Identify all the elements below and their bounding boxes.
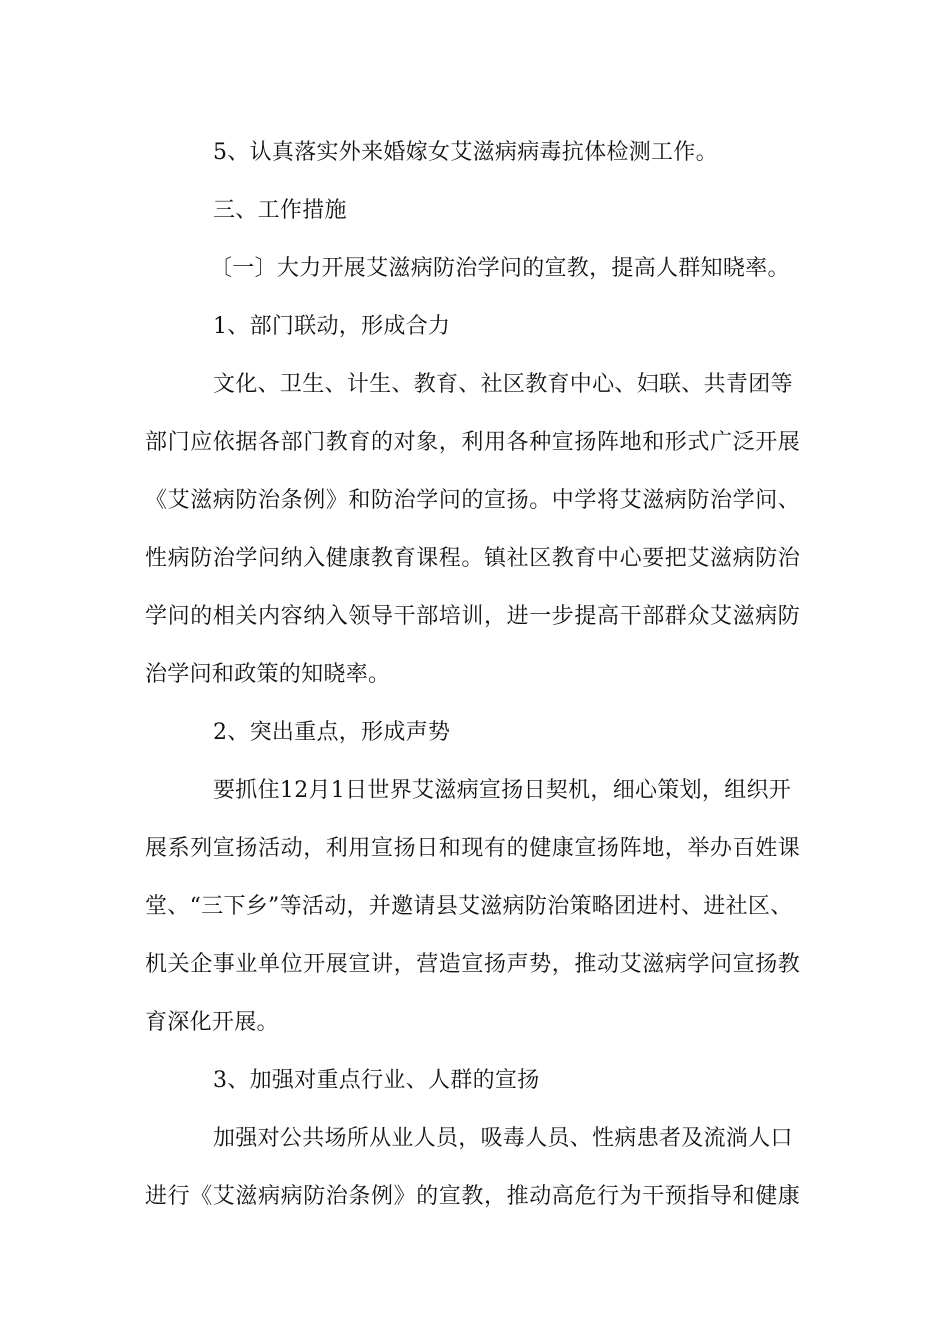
paragraph-line: 育深化开展。 [145,1010,279,1035]
paragraph-line: 进行《艾滋病病防治条例》的宣教，推动高危行为干预指导和健康 [145,1184,801,1209]
subsection-heading-1: 〔一〕大力开展艾滋病防治学问的宣教，提高人群知晓率。 [210,256,790,281]
paragraph-item-5: 5、认真落实外来婚嫁女艾滋病病毒抗体检测工作。 [213,140,718,165]
paragraph-line: 部门应依据各部门教育的对象，利用各种宣扬阵地和形式广泛开展 [145,430,801,455]
section-heading-measures: 三、工作措施 [213,198,347,223]
paragraph-line: 堂、“三下乡”等活动，并邀请县艾滋病防治策略团进村、进社区、 [145,894,793,919]
item-heading-1: 1、部门联动，形成合力 [213,314,451,339]
paragraph-line: 加强对公共场所从业人员，吸毒人员、性病患者及流淌人口 [213,1126,793,1151]
item-heading-3: 3、加强对重点行业、人群的宣扬 [213,1068,540,1093]
paragraph-line: 要抓住12月1日世界艾滋病宣扬日契机，细心策划，组织开 [213,778,792,803]
paragraph-line: 文化、卫生、计生、教育、社区教育中心、妇联、共青团等 [213,372,793,397]
paragraph-line: 治学问和政策的知晓率。 [145,662,391,687]
paragraph-line: 《艾滋病防治条例》和防治学问的宣扬。中学将艾滋病防治学问、 [145,488,801,513]
paragraph-line: 学问的相关内容纳入领导干部培训，进一步提高干部群众艾滋病防 [145,604,801,629]
item-heading-2: 2、突出重点，形成声势 [213,720,451,745]
paragraph-line: 性病防治学问纳入健康教育课程。镇社区教育中心要把艾滋病防治 [145,546,801,571]
paragraph-line: 机关企事业单位开展宣讲，营造宣扬声势，推动艾滋病学问宣扬教 [145,952,801,977]
paragraph-line: 展系列宣扬活动，利用宣扬日和现有的健康宣扬阵地，举办百姓课 [145,836,801,861]
